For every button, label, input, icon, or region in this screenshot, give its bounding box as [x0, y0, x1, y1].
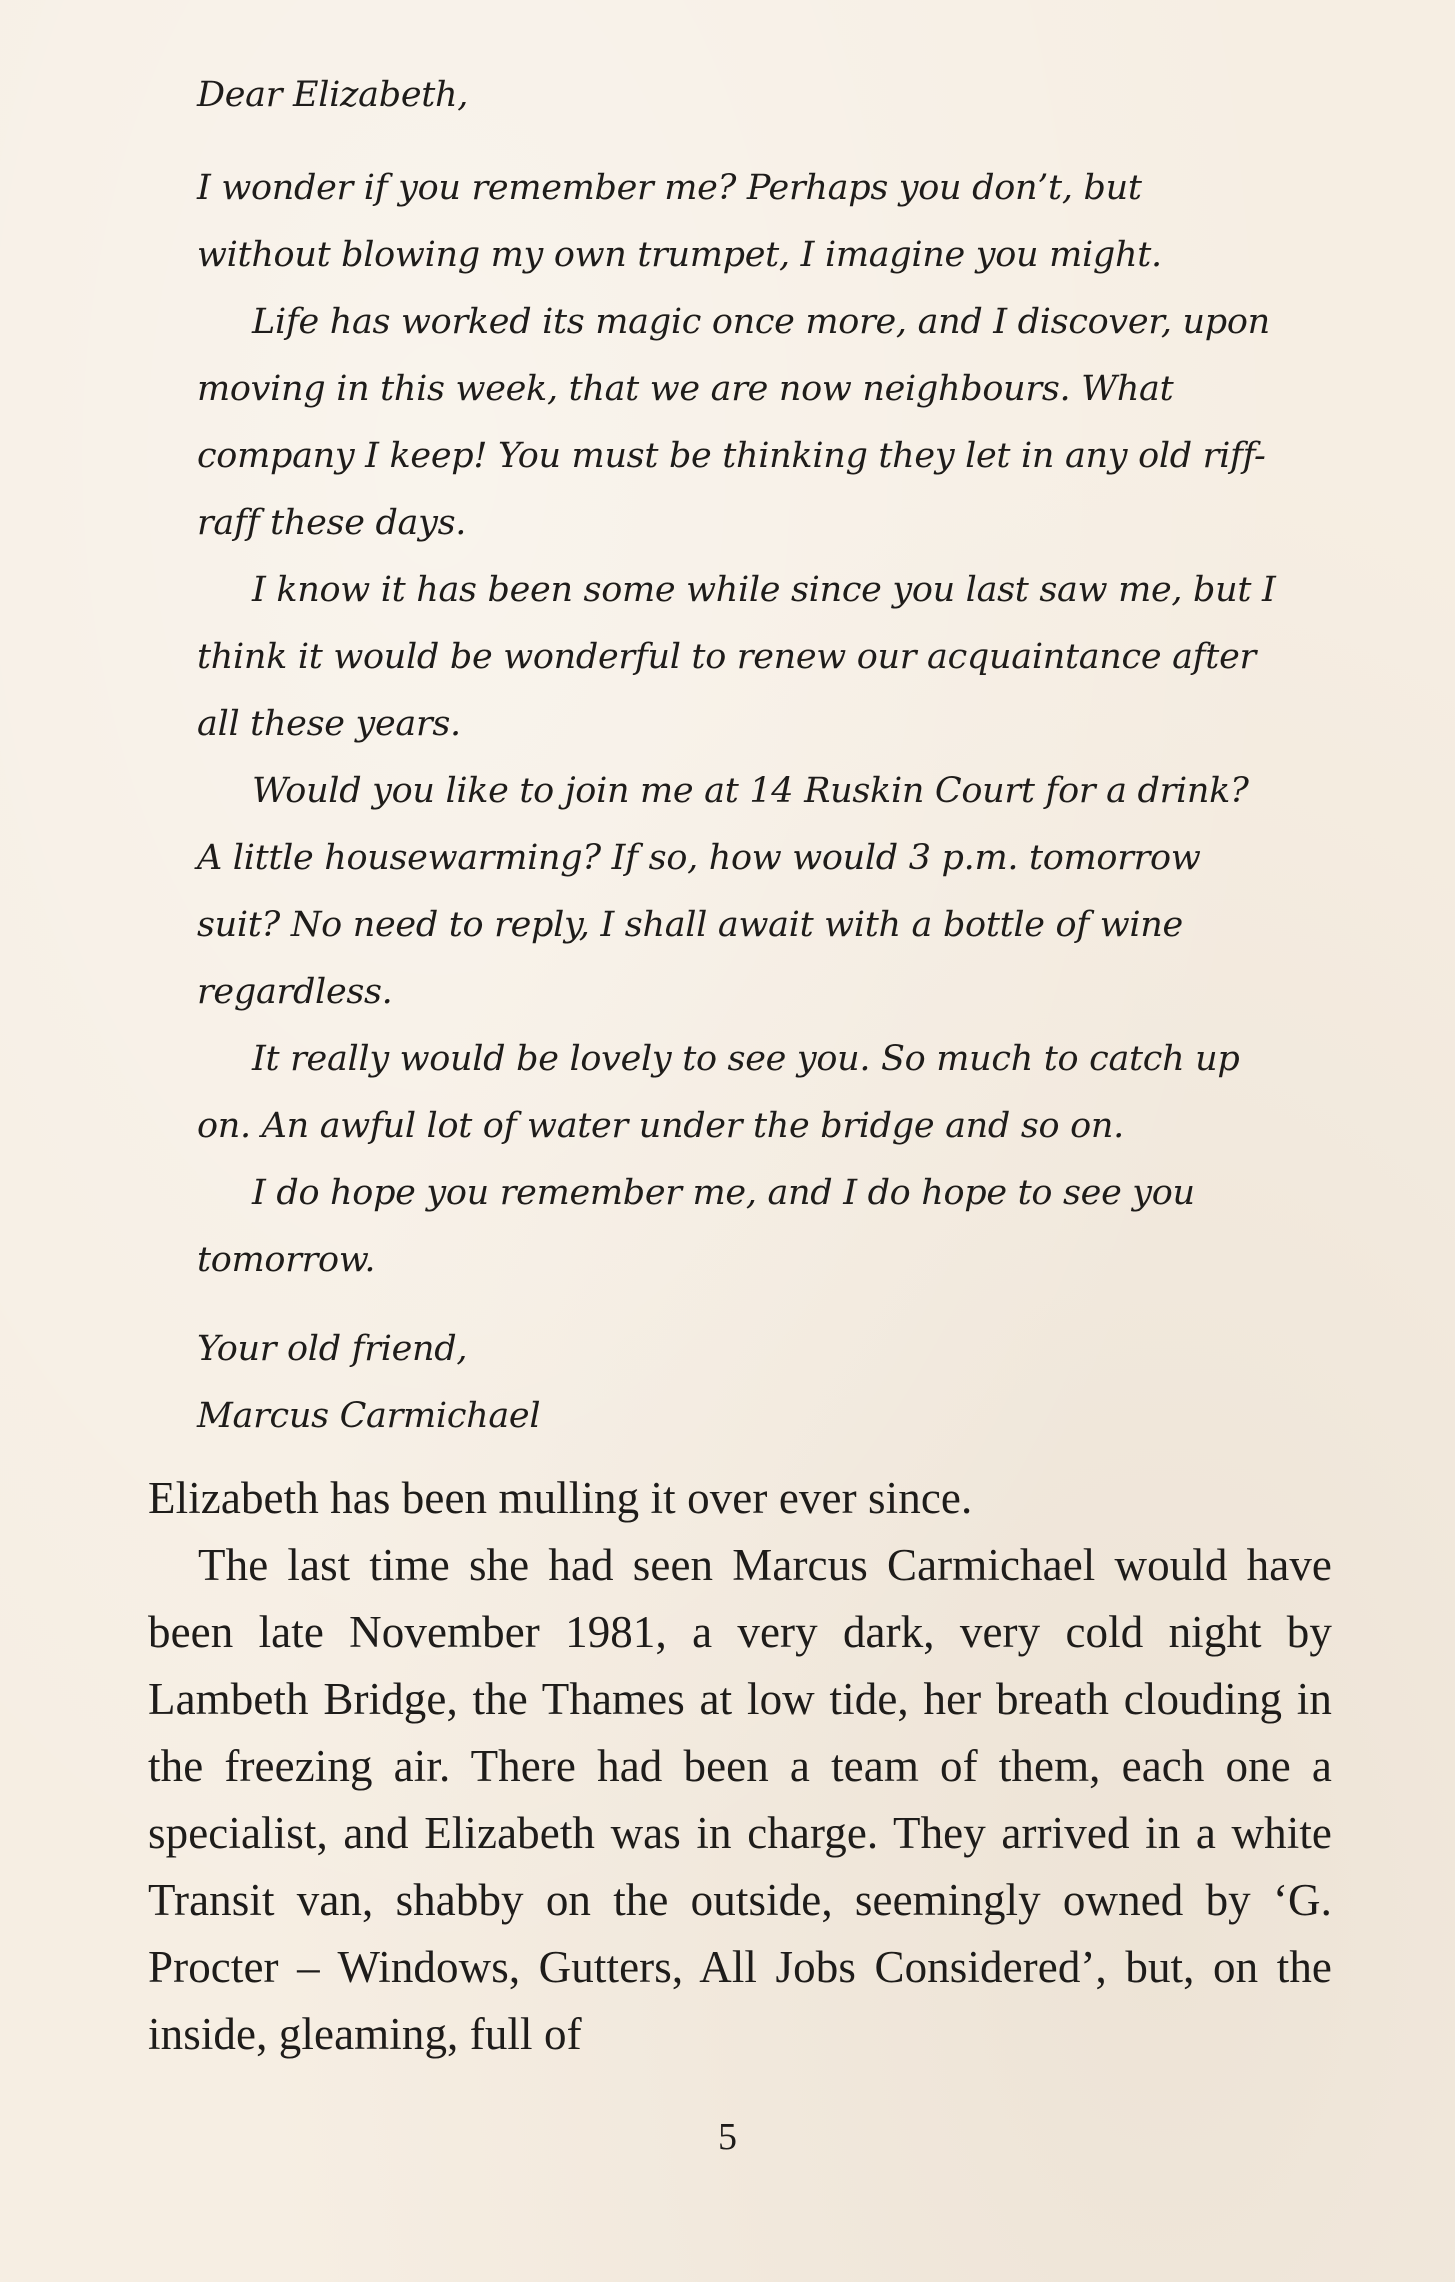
body-paragraph: Elizabeth has been mulling it over ever since.: [148, 1473, 973, 1523]
letter-paragraph: Would you like to join me at 14 Ruskin Court for a drink? A little housewarming? If so, how would 3 p.m. tomorrow suit? No need to reply, I shall await with a bottle of wine regardless.: [197, 771, 1249, 1012]
letter-paragraph: It really would be lovely to see you. So much to catch up on. An awful lot of water under the bridge and so on.: [197, 1039, 1240, 1146]
letter-paragraph: I know it has been some while since you last saw me, but I think it would be wonderful to renew our acquaintance after all these years.: [197, 570, 1276, 744]
letter-paragraph: Life has worked its magic once more, and I discover, upon moving in this week, that we are now neighbours. What company I keep! You must be thinking they let in any old riff-raff these days.: [197, 302, 1270, 543]
letter-paragraph: I wonder if you remember me? Perhaps you don’t, but without blowing my own trumpet, I imagine you might.: [197, 168, 1162, 275]
letter: [197, 62, 1277, 1450]
body-paragraph: The last time she had seen Marcus Carmichael would have been late November 1981, a very dark, very cold night by Lambeth Bridge, the Thames at low tide, her breath clouding in the freezing air. There had been a team of them, each one a specialist, and Elizabeth was in charge. They arrived in a white Transit van, shabby on the outside, seemingly owned by ‘G. Procter – Windows, Gutters, All Jobs Considered’, but, on the inside, gleaming, full of: [148, 1540, 1332, 2059]
letter-signature: Marcus Carmichael: [197, 1396, 541, 1436]
page-number: 5: [718, 2116, 737, 2158]
letter-paragraph: I do hope you remember me, and I do hope to see you tomorrow.: [197, 1173, 1195, 1280]
letter-salutation: Dear Elizabeth,: [197, 75, 469, 115]
body-text: [148, 1465, 1332, 2068]
letter-closing: Your old friend,: [197, 1329, 468, 1369]
